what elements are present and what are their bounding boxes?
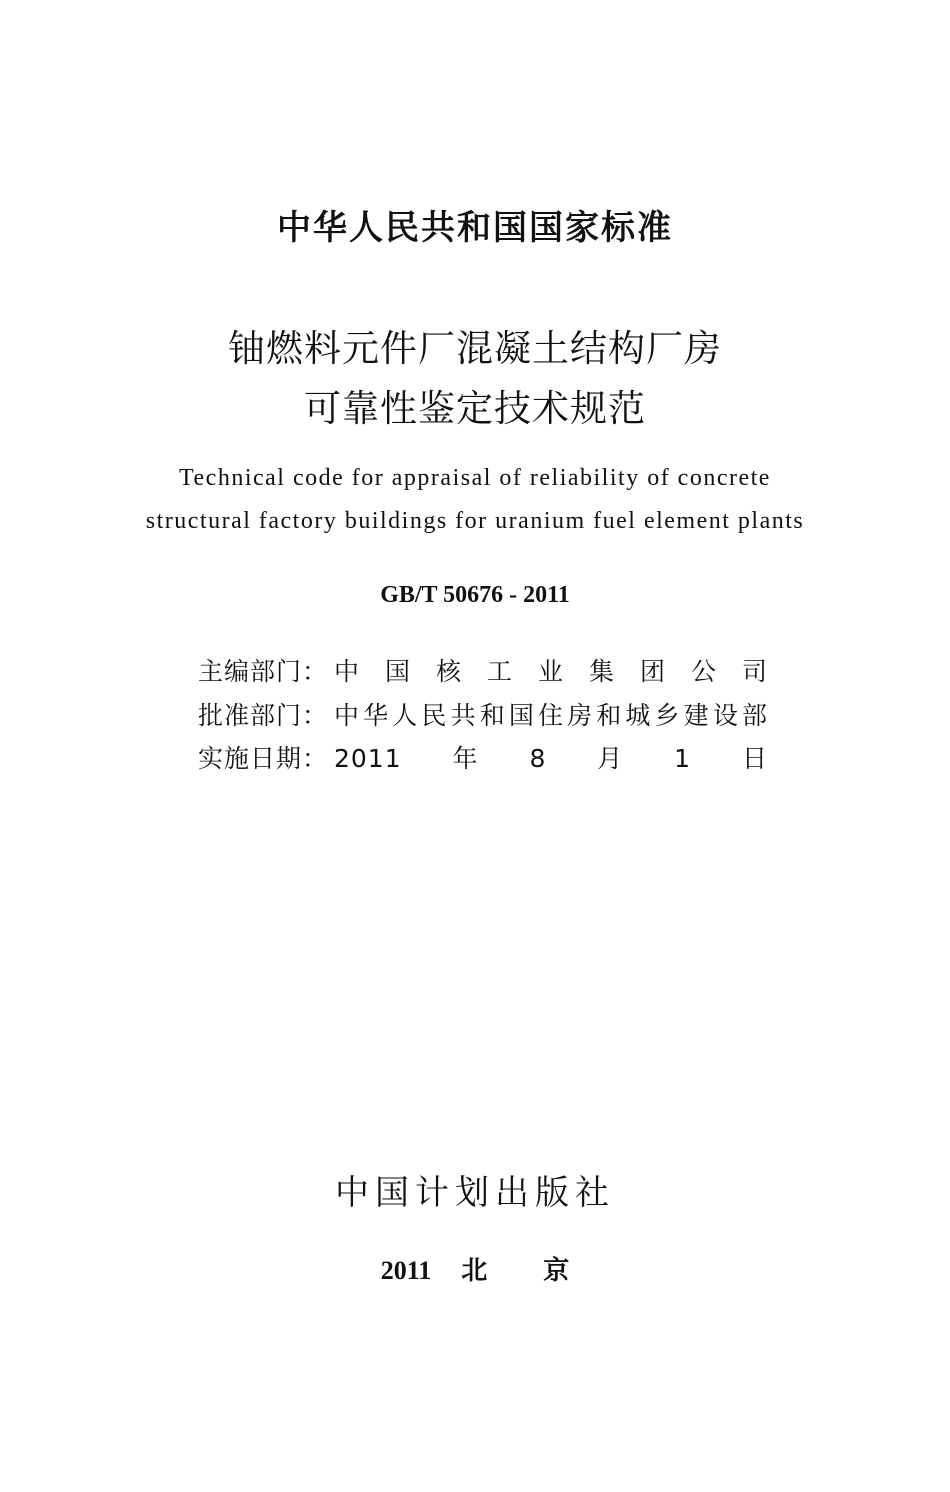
- publication-place-row: [0, 1250, 950, 1287]
- date-label: 实施日期：: [198, 744, 329, 773]
- publication-city-char-2: 京: [543, 1256, 570, 1286]
- standard-number: GB/T 50676 - 2011: [380, 582, 570, 608]
- editor-value: 中国核工业集团公司: [334, 657, 768, 686]
- english-title-line-2: structural factory buildings for uranium fuel element plants: [145, 508, 805, 534]
- english-title-line-1: Technical code for appraisal of reliability of concrete: [179, 465, 771, 491]
- main-title-line-1: 铀燃料元件厂混凝土结构厂房: [228, 327, 722, 370]
- date-value: 2011年8月1日: [334, 744, 768, 773]
- publisher: 中国计划出版社: [335, 1173, 615, 1213]
- editor-label: 主编部门：: [198, 657, 329, 686]
- approver-label: 批准部门：: [198, 701, 329, 730]
- date-row: [198, 737, 768, 777]
- approver-value: 中华人民共和国住房和城乡建设部: [334, 701, 768, 730]
- main-title-line-2: 可靠性鉴定技术规范: [304, 387, 646, 430]
- series-title: 中华人民共和国国家标准: [277, 208, 673, 248]
- publication-year: 2011: [380, 1256, 432, 1285]
- editor-row: [198, 650, 768, 690]
- publication-city-char-1: 北: [461, 1256, 488, 1286]
- approver-row: [198, 694, 768, 734]
